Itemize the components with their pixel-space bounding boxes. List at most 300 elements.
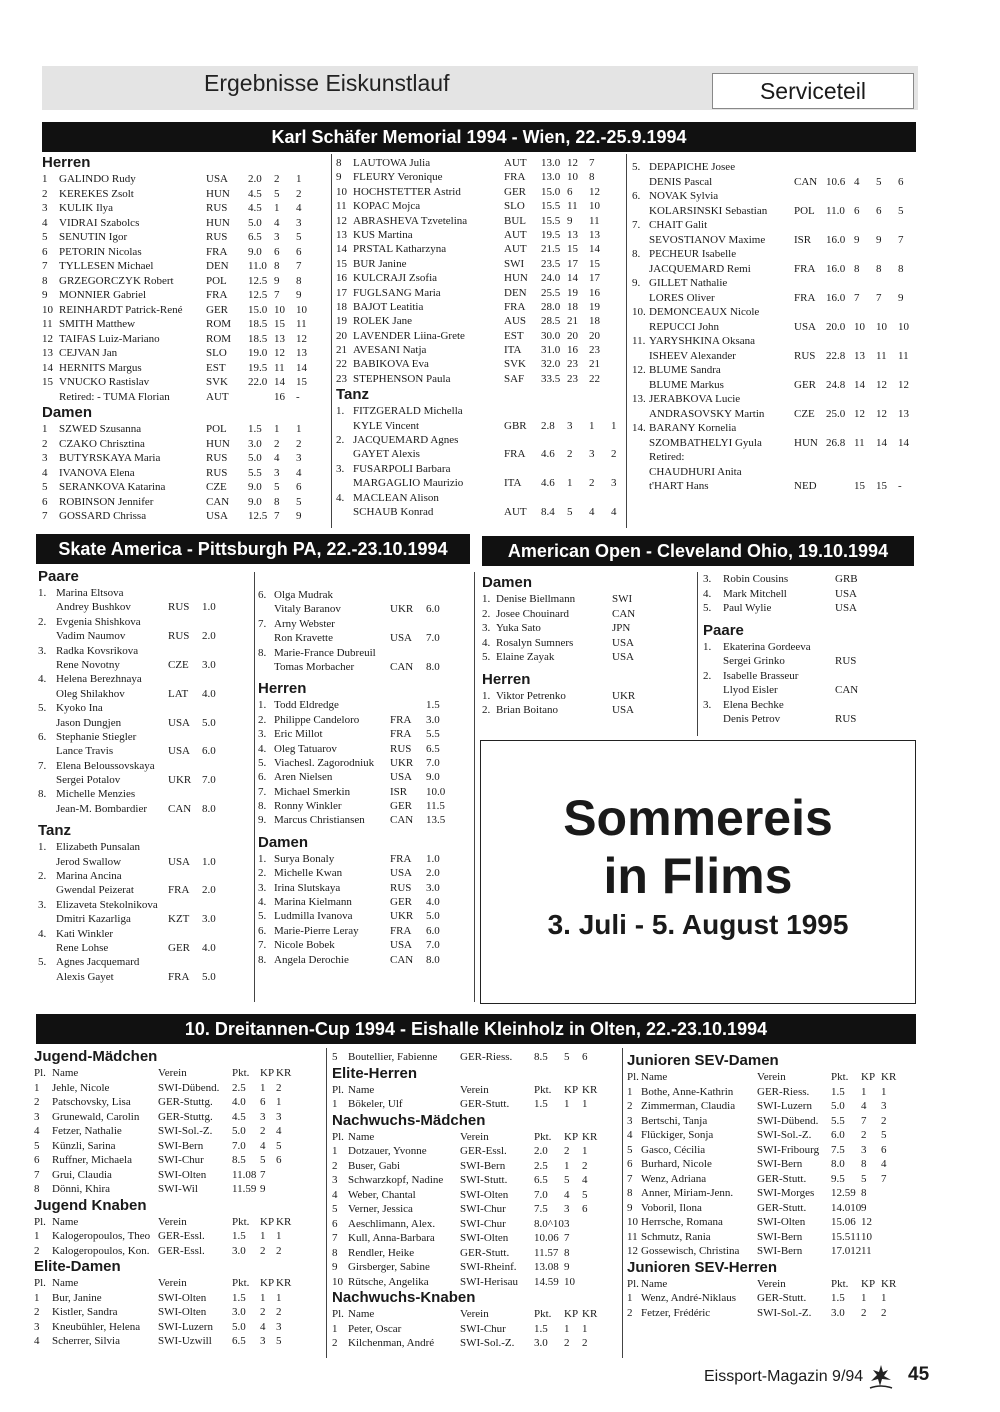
cell: Voboril, Ilona bbox=[641, 1201, 702, 1214]
cell: Verein bbox=[460, 1083, 489, 1096]
cell bbox=[258, 660, 274, 674]
cell: Viktor Petrenko bbox=[496, 689, 566, 702]
cell bbox=[390, 646, 426, 660]
cell: 14 bbox=[589, 243, 600, 256]
cell: USA bbox=[168, 716, 191, 729]
cell: SWI-Sol.-Z. bbox=[757, 1306, 812, 1319]
cell: UKR bbox=[390, 756, 414, 769]
cell: FUGLSANG Maria bbox=[353, 286, 441, 299]
cell: KP bbox=[861, 1277, 876, 1290]
cell: 5.0 bbox=[202, 970, 216, 983]
result-row bbox=[42, 230, 327, 245]
cell: 11 bbox=[627, 1230, 638, 1243]
cell: 2. bbox=[38, 870, 47, 883]
result-row bbox=[332, 1275, 620, 1290]
cell: 22 bbox=[589, 372, 600, 385]
cell: Rendler, Heike bbox=[348, 1246, 415, 1259]
result-row bbox=[332, 1336, 620, 1351]
result-row bbox=[42, 437, 327, 452]
cell: FRA bbox=[390, 924, 412, 937]
result-row bbox=[258, 698, 470, 712]
cell: FRA bbox=[390, 852, 412, 865]
cell: 3.0 bbox=[426, 881, 440, 894]
result-row bbox=[336, 447, 622, 461]
cell bbox=[876, 247, 898, 262]
cell: CAN bbox=[612, 607, 636, 620]
cell: 5. bbox=[38, 702, 47, 715]
cell: 11.0 bbox=[248, 260, 267, 272]
cell bbox=[38, 744, 56, 758]
karl-column-3 bbox=[632, 160, 918, 494]
cell: 12. bbox=[632, 364, 646, 376]
result-row bbox=[38, 773, 250, 787]
cell: 8. bbox=[38, 788, 47, 801]
cell: Pkt. bbox=[534, 1130, 552, 1143]
cell bbox=[854, 305, 876, 320]
cell bbox=[567, 404, 589, 418]
cell: 33.5 bbox=[541, 372, 561, 385]
cell: CZE bbox=[206, 481, 227, 493]
cell: 1 bbox=[332, 1322, 338, 1335]
cell: HOCHSTETTER Astrid bbox=[353, 185, 461, 198]
result-row bbox=[38, 883, 250, 897]
cell: 1. bbox=[258, 699, 267, 712]
cell: Gasco, Cécilia bbox=[641, 1143, 706, 1156]
cell: 3 bbox=[296, 452, 302, 464]
cell: 9 bbox=[260, 1183, 266, 1195]
result-row bbox=[482, 636, 692, 651]
cell: 19.5 bbox=[248, 361, 268, 374]
cell bbox=[854, 421, 876, 436]
category-heading: Tanz bbox=[38, 822, 72, 840]
cell: 2 bbox=[582, 1159, 588, 1172]
result-row bbox=[38, 615, 250, 629]
cell bbox=[541, 491, 567, 505]
cell: 4 bbox=[296, 202, 302, 214]
result-row bbox=[34, 1066, 322, 1081]
cell: 2. bbox=[703, 669, 712, 682]
result-row bbox=[332, 1130, 620, 1145]
cell: 3.0 bbox=[426, 713, 440, 726]
cell: 4 bbox=[276, 1125, 282, 1137]
cell: Verein bbox=[757, 1277, 786, 1290]
cell: PRSTAL Katharzyna bbox=[353, 243, 447, 256]
result-row bbox=[38, 687, 250, 701]
cell: ISR bbox=[390, 785, 408, 798]
result-row bbox=[42, 495, 327, 510]
cell: 1 bbox=[260, 1291, 266, 1304]
cell: 1.5 bbox=[232, 1291, 246, 1304]
cell: 1. bbox=[38, 841, 47, 854]
cell: Scherrer, Silvia bbox=[52, 1335, 120, 1347]
cell: Pkt. bbox=[831, 1277, 849, 1290]
cell: 7 bbox=[332, 1232, 338, 1244]
result-row bbox=[38, 744, 250, 758]
result-row bbox=[34, 1305, 322, 1320]
cell: Bothe, Anne-Kathrin bbox=[641, 1085, 734, 1098]
cell: 9.5 bbox=[831, 1172, 845, 1185]
cell: Verein bbox=[460, 1308, 489, 1320]
cell: 1.5 bbox=[232, 1230, 246, 1242]
cell: VNUCKO Rastislav bbox=[59, 376, 150, 388]
cell bbox=[881, 1186, 899, 1201]
cell bbox=[276, 1182, 292, 1197]
cell: - bbox=[898, 480, 902, 492]
cell: 4 bbox=[611, 505, 617, 518]
result-row bbox=[42, 451, 327, 466]
cell: 11 bbox=[854, 436, 865, 449]
cell: USA bbox=[612, 636, 635, 649]
cell: SWI-Bern bbox=[757, 1230, 803, 1243]
result-row bbox=[703, 601, 913, 616]
cell bbox=[504, 462, 541, 476]
cell: 10 bbox=[42, 303, 53, 316]
cell: KR bbox=[582, 1308, 598, 1320]
cell bbox=[38, 855, 56, 869]
cell bbox=[168, 927, 202, 941]
cell: 12 bbox=[627, 1245, 638, 1257]
cell: 17 bbox=[567, 257, 578, 270]
cell: Lance Travis bbox=[56, 745, 114, 758]
result-row bbox=[34, 1334, 322, 1349]
cell: SWI-Stutt. bbox=[460, 1174, 508, 1186]
cell: Elizabeth Punsalan bbox=[56, 841, 141, 854]
cell: 3.0 bbox=[202, 913, 216, 926]
cell: 3 bbox=[861, 1143, 867, 1156]
column-divider bbox=[331, 154, 332, 528]
category-heading: Nachwuchs-Mädchen bbox=[332, 1111, 486, 1129]
cell: 10. bbox=[632, 306, 646, 318]
cell: 7 bbox=[296, 260, 302, 272]
cell: 9 bbox=[564, 1261, 570, 1273]
cell: 5 bbox=[296, 495, 302, 508]
cell bbox=[632, 450, 649, 465]
cell: Dotzauer, Yvonne bbox=[348, 1145, 427, 1157]
cell: 3. bbox=[703, 573, 712, 585]
result-row bbox=[627, 1215, 915, 1230]
cell bbox=[589, 433, 611, 447]
cell: Elena Bechke bbox=[723, 698, 784, 711]
cell: FRA bbox=[206, 245, 228, 258]
cell bbox=[632, 349, 649, 364]
cell: Elaine Zayak bbox=[496, 651, 555, 663]
cell: 1 bbox=[564, 1159, 570, 1172]
cell: 8 bbox=[274, 495, 280, 508]
cell: 9 bbox=[296, 289, 302, 301]
result-row bbox=[258, 938, 470, 952]
cell: 10.06 bbox=[534, 1232, 559, 1244]
cell: 22.8 bbox=[826, 349, 846, 362]
banner-american-open: American Open - Cleveland Ohio, 19.10.1994 bbox=[482, 536, 914, 566]
cell: 9 bbox=[42, 289, 48, 301]
cell: 1 bbox=[42, 173, 48, 185]
cell: 8.0 bbox=[426, 660, 440, 673]
cell bbox=[202, 840, 242, 854]
cell: RUS bbox=[206, 466, 228, 479]
cell: BLUME Markus bbox=[649, 378, 724, 391]
cell: 1 bbox=[582, 1145, 588, 1157]
result-row bbox=[332, 1083, 620, 1098]
result-row bbox=[627, 1114, 915, 1129]
cell bbox=[202, 927, 242, 941]
cell: CAN bbox=[835, 684, 859, 696]
cell: 4 bbox=[582, 1174, 588, 1186]
cell: 5 bbox=[274, 187, 280, 200]
result-row bbox=[632, 407, 918, 422]
result-row bbox=[258, 617, 470, 631]
column-divider bbox=[697, 572, 698, 736]
cell: 10 bbox=[274, 303, 285, 316]
cell: 6 bbox=[260, 1096, 266, 1108]
cell: 12.59 bbox=[831, 1187, 856, 1199]
cell: 3. bbox=[482, 622, 491, 634]
cell: 14.59 bbox=[534, 1275, 559, 1288]
cell bbox=[541, 404, 567, 418]
cell: 5 bbox=[260, 1154, 266, 1166]
cell: 6.0 bbox=[202, 745, 216, 758]
cell: SWI-Morges bbox=[757, 1187, 815, 1199]
cell: 9.0 bbox=[248, 495, 262, 508]
cell: RUS bbox=[206, 231, 228, 243]
cell: Wenz, Adriana bbox=[641, 1172, 707, 1185]
cell: SWI-Olten bbox=[757, 1216, 806, 1228]
result-row bbox=[34, 1124, 322, 1139]
banner-skate-america: Skate America - Pittsburgh PA, 22.-23.10.1994 bbox=[36, 534, 470, 564]
cell: 3 bbox=[564, 1217, 570, 1230]
cell: SWI-Fribourg bbox=[757, 1143, 820, 1156]
cell: 10 bbox=[898, 320, 909, 333]
cell: ITA bbox=[504, 477, 522, 490]
cell: 5 bbox=[876, 175, 882, 188]
cell: 7 bbox=[876, 291, 882, 304]
cell: 2.5 bbox=[232, 1081, 246, 1094]
cell bbox=[876, 363, 898, 378]
result-row bbox=[38, 787, 250, 801]
result-row bbox=[332, 1159, 620, 1174]
cell: 2 bbox=[260, 1306, 266, 1318]
result-row bbox=[258, 852, 470, 866]
cell: 10 bbox=[854, 320, 865, 333]
cell: KULCRAJI Zsofia bbox=[353, 272, 438, 285]
cell bbox=[898, 392, 918, 407]
result-row bbox=[632, 160, 918, 175]
cell: 4.6 bbox=[541, 448, 555, 461]
cell: CAN bbox=[390, 953, 414, 966]
cell: 20 bbox=[589, 329, 600, 342]
cell: SWI-Chur bbox=[460, 1322, 506, 1335]
cell: Marina Kielmann bbox=[274, 896, 352, 909]
cell: Ron Kravette bbox=[274, 632, 333, 645]
cell: 5 bbox=[881, 1129, 887, 1141]
cell: 5 bbox=[332, 1203, 338, 1215]
cell: 10 bbox=[589, 200, 600, 213]
cell: KR bbox=[276, 1067, 292, 1079]
cell: 11 bbox=[336, 200, 347, 213]
cell: GALINDO Rudy bbox=[59, 173, 136, 185]
cell: Philippe Candeloro bbox=[274, 713, 360, 726]
result-row bbox=[627, 1230, 915, 1245]
american-column-2 bbox=[703, 572, 913, 727]
cell bbox=[826, 392, 854, 407]
cell: Robin Cousins bbox=[723, 573, 789, 585]
result-row bbox=[332, 1144, 620, 1159]
cell: 1 bbox=[332, 1145, 338, 1157]
result-row bbox=[336, 404, 622, 418]
cell: 11.5 bbox=[426, 800, 445, 813]
cell: Kneubühler, Helena bbox=[52, 1320, 141, 1333]
cell bbox=[202, 787, 242, 801]
cell: Künzli, Sarina bbox=[52, 1139, 116, 1152]
cell: MONNIER Gabriel bbox=[59, 289, 147, 301]
cell: 2 bbox=[34, 1306, 40, 1318]
result-row bbox=[482, 592, 692, 607]
cell: Gossewisch, Christina bbox=[641, 1245, 740, 1257]
cell: 6 bbox=[42, 245, 48, 258]
result-row bbox=[336, 476, 622, 490]
cell bbox=[168, 701, 202, 715]
cell: HUN bbox=[794, 436, 818, 449]
american-column-1 bbox=[482, 574, 692, 718]
cell bbox=[835, 669, 905, 684]
cell bbox=[898, 160, 918, 175]
category-heading: Herren bbox=[42, 154, 91, 171]
cell: 6.0 bbox=[831, 1129, 845, 1141]
cell bbox=[38, 773, 56, 787]
cell: 3. bbox=[703, 698, 712, 711]
category-heading: Jugend-Mädchen bbox=[34, 1048, 158, 1065]
cell: Gwendal Peizerat bbox=[56, 884, 134, 897]
result-row bbox=[38, 927, 250, 941]
cell: 13 bbox=[296, 347, 307, 359]
cell: GOSSARD Chrissa bbox=[59, 510, 147, 522]
cell: SVK bbox=[206, 376, 229, 388]
result-row bbox=[258, 602, 470, 616]
cell: KOPAC Mojca bbox=[353, 200, 421, 213]
cell: ROBINSON Jennifer bbox=[59, 495, 154, 508]
cell: 6.5 bbox=[426, 742, 440, 755]
cell bbox=[504, 404, 541, 418]
cell: 16 bbox=[336, 272, 347, 285]
cell: 1 bbox=[276, 1096, 282, 1108]
cell bbox=[881, 1201, 899, 1216]
cell: 6.0 bbox=[426, 924, 440, 937]
result-row bbox=[482, 621, 692, 636]
result-row bbox=[34, 1320, 322, 1335]
result-row bbox=[258, 813, 470, 827]
cell: 8. bbox=[258, 953, 267, 966]
cell bbox=[38, 883, 56, 897]
cell bbox=[426, 588, 466, 602]
cell: Verein bbox=[158, 1215, 187, 1228]
result-row bbox=[38, 840, 250, 854]
cell: 9 bbox=[567, 214, 573, 227]
cell: 8.0 bbox=[202, 802, 216, 815]
cell: EST bbox=[504, 329, 524, 342]
cell: 16.0 bbox=[826, 291, 846, 304]
cell: CAN bbox=[794, 175, 818, 188]
cell: 2 bbox=[881, 1306, 887, 1319]
cell: Patschovsky, Lisa bbox=[52, 1096, 131, 1108]
cell: 5 bbox=[898, 204, 904, 217]
result-row bbox=[627, 1277, 915, 1292]
cell: GER-Stutt. bbox=[757, 1292, 807, 1304]
cell: UKR bbox=[612, 689, 636, 702]
cell: 2 bbox=[274, 437, 280, 450]
cell: 8 bbox=[898, 262, 904, 275]
result-row bbox=[482, 689, 692, 704]
cell bbox=[876, 392, 898, 407]
cell: 11.59 bbox=[232, 1183, 257, 1195]
cell: Pl. bbox=[34, 1215, 46, 1228]
result-row bbox=[42, 375, 327, 390]
cell: 9. bbox=[632, 277, 641, 289]
cell bbox=[202, 586, 242, 600]
result-row bbox=[258, 785, 470, 799]
cell: 6 bbox=[276, 1154, 282, 1166]
cell: Pl. bbox=[34, 1277, 46, 1289]
cell bbox=[876, 421, 898, 436]
cell: SWI-Rheinf. bbox=[460, 1261, 517, 1273]
cell: EST bbox=[206, 361, 226, 374]
cell: Retired: - TUMA Florian bbox=[59, 390, 170, 403]
advert-title: Sommereis bbox=[563, 790, 833, 846]
cell: 14 bbox=[274, 376, 285, 388]
cell: 31.0 bbox=[541, 344, 561, 357]
cell: 2 bbox=[861, 1129, 867, 1141]
cell: 10 bbox=[332, 1275, 343, 1288]
cell: Kyoko Ina bbox=[56, 702, 103, 715]
cell: FRA bbox=[504, 300, 526, 313]
cell: 12 bbox=[567, 157, 578, 169]
cell: SZWED Szusanna bbox=[59, 423, 142, 435]
cell: 3.0 bbox=[232, 1244, 246, 1257]
cell: Zimmerman, Claudia bbox=[641, 1100, 736, 1112]
cell: 15 bbox=[876, 480, 887, 492]
cell: 5 bbox=[582, 1188, 588, 1201]
cell bbox=[541, 462, 567, 476]
cell: 1 bbox=[296, 173, 302, 185]
cell: Schwarzkopf, Nadine bbox=[348, 1174, 444, 1186]
cell: 1 bbox=[881, 1292, 887, 1304]
cell: 1 bbox=[332, 1098, 338, 1110]
result-row bbox=[627, 1172, 915, 1187]
cell: Name bbox=[641, 1071, 668, 1083]
cell: Kistler, Sandra bbox=[52, 1306, 118, 1318]
cell: GBR bbox=[504, 419, 527, 432]
cell: 1.0 bbox=[426, 852, 440, 865]
cell: GER bbox=[504, 185, 526, 198]
result-row bbox=[258, 742, 470, 756]
cell: 6. bbox=[632, 190, 641, 202]
cell bbox=[582, 1231, 600, 1246]
cell: 14 bbox=[296, 361, 307, 374]
cell: 11. bbox=[632, 335, 646, 347]
result-row bbox=[336, 199, 622, 213]
cell: 8.4 bbox=[541, 505, 555, 518]
result-row bbox=[332, 1246, 620, 1261]
cell: AUT bbox=[504, 228, 527, 241]
cell: GER-Stutt. bbox=[757, 1172, 807, 1185]
cell: REINHARDT Patrick-René bbox=[59, 303, 183, 316]
result-row bbox=[42, 361, 327, 376]
cell: 3 bbox=[274, 466, 280, 479]
cell: 15.511 bbox=[831, 1230, 861, 1243]
cell: 4 bbox=[34, 1335, 40, 1347]
cell: Aeschlimann, Alex. bbox=[348, 1217, 436, 1230]
cell: GER-Essl. bbox=[460, 1145, 507, 1157]
result-row bbox=[336, 228, 622, 242]
cell: 1.0 bbox=[202, 855, 216, 868]
